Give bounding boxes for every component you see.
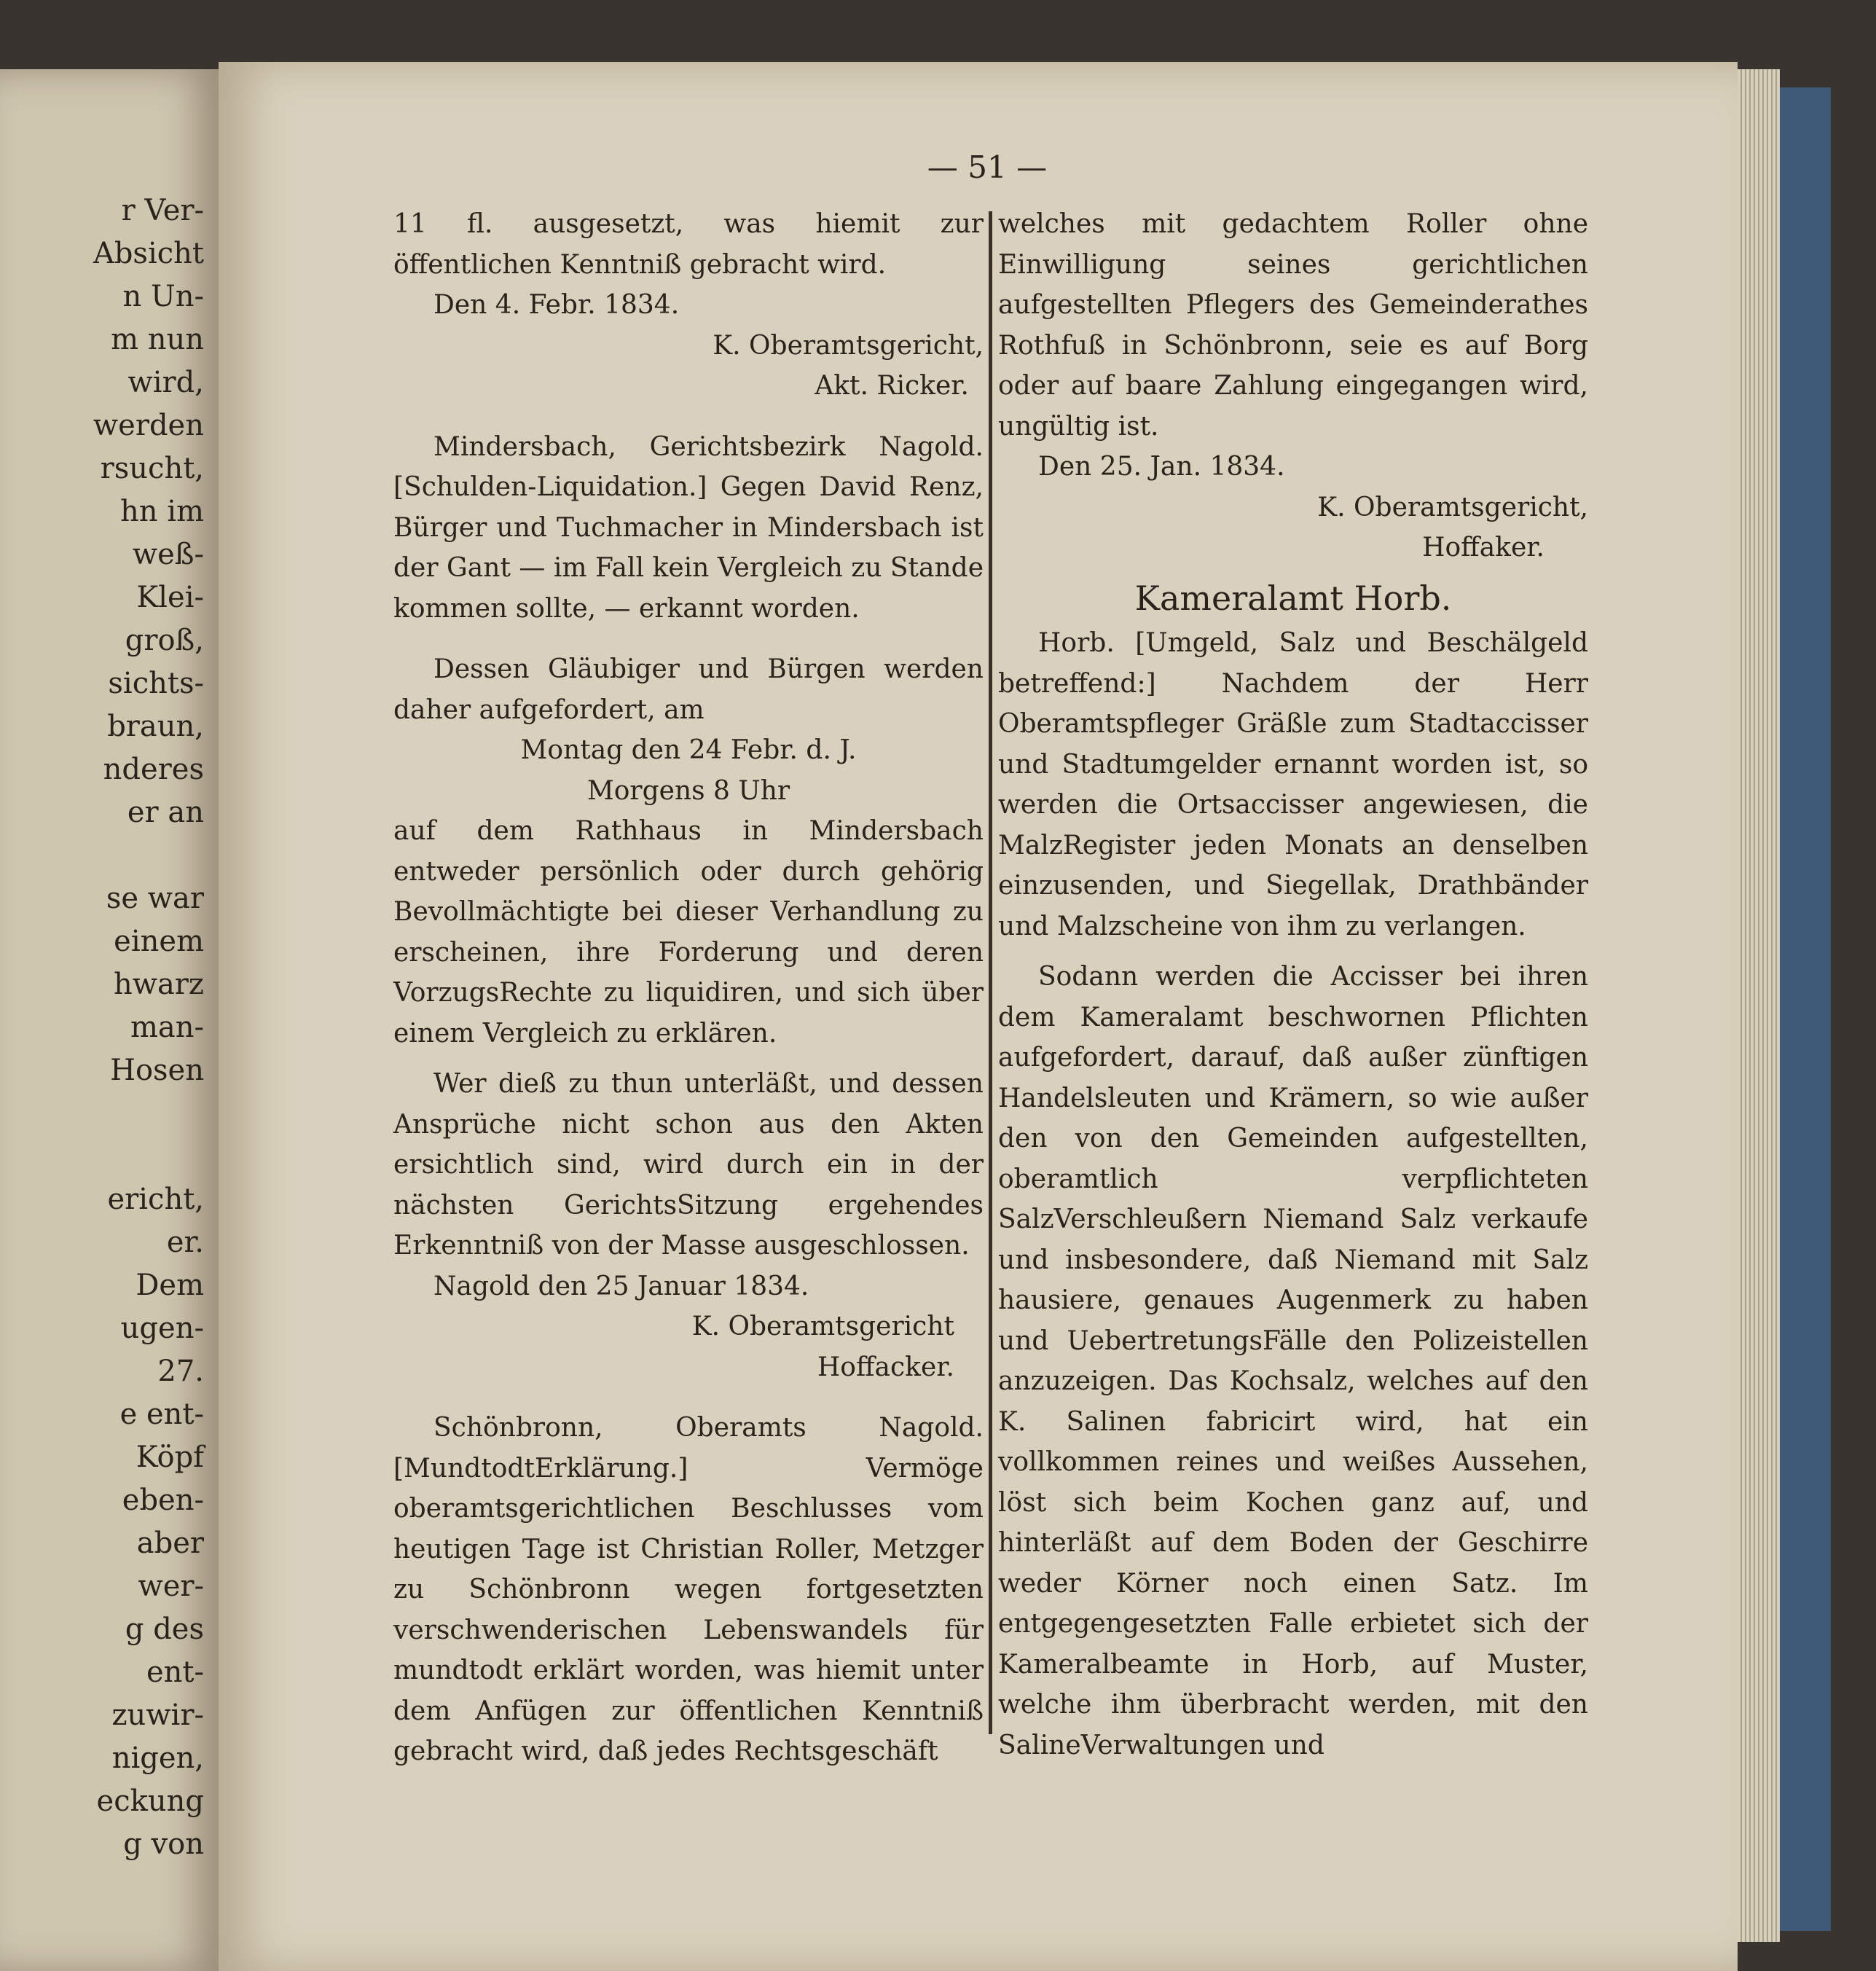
date-line: Nagold den 25 Januar 1834. xyxy=(433,1271,809,1301)
margin-fragment: weß- xyxy=(132,538,204,571)
margin-fragment xyxy=(0,1135,204,1178)
margin-fragment: werden xyxy=(93,409,204,442)
signature: Hoffaker. xyxy=(1422,533,1545,563)
paragraph: Sodann werden die Accisser bei ihren dem Kameralamt beschwornen Pflichten aufgefordert, darauf, daß außer zünftigen Handelsleuten und Krämern, so wie außer den von den Gemeinden aufgestellten, oberamtlich verpflichteten SalzVerschleußern Niemand Salz verkaufe und insbesondere, daß Niemand mit Salz hausiere, genaues Augenmerk zu haben und UebertretungsFälle den Polizeistellen anzuzeigen. Das Kochsalz, welches auf den K. Salinen fabricirt wird, hat ein vollkommen reines und weißes Aussehen, löst sich beim Kochen ganz auf, und hinterläßt auf dem Boden der Geschirre weder Körner noch einen Satz. Im entgegengesetzten Falle erbietet sich der Kameralbeamte in Horb, auf Muster, welche ihm überbracht werden, mit den SalineVerwaltungen und xyxy=(998,962,1588,1760)
margin-fragment: braun, xyxy=(107,710,204,743)
date-line: Den 25. Jan. 1834. xyxy=(1038,452,1285,482)
margin-fragment: eben- xyxy=(122,1484,204,1517)
right-column xyxy=(998,204,1588,1766)
margin-fragment: sichts- xyxy=(108,667,204,700)
margin-fragment: Hosen xyxy=(110,1054,204,1087)
margin-fragment: wer- xyxy=(138,1570,204,1603)
paragraph: Mindersbach, Gerichtsbezirk Nagold. [Schulden-Liquidation.] Gegen David Renz, Bürger und Tuchmacher in Mindersbach ist der Gant — im Fall kein Vergleich zu Stande kommen sollte, — erkannt worden. xyxy=(393,431,984,624)
margin-fragment: e ent- xyxy=(119,1398,204,1431)
margin-fragment: nigen, xyxy=(111,1741,204,1775)
margin-fragment: er an xyxy=(127,796,204,829)
paragraph: auf dem Rathhaus in Mindersbach entweder persönlich oder durch gehörig Bevollmächtigte bei dieser Verhandlung zu erscheinen, ihre Forderung und deren VorzugsRechte zu liquidiren, und sich über einem Vergleich zu erklären. xyxy=(393,816,984,1049)
margin-fragment: nderes xyxy=(103,753,204,786)
margin-fragment: r Ver- xyxy=(121,194,204,227)
paragraph: Dessen Gläubiger und Bürgen werden daher aufgefordert, am xyxy=(393,654,984,725)
paragraph: Horb. [Umgeld, Salz und Beschälgeld betreffend:] Nachdem der Herr Oberamtspfleger Gräßle zum Stadtaccisser und Stadtumgelder ernannt worden ist, so werden die Ortsaccisser angewiesen, die MalzRegister jeden Monats an denselben einzusenden, und Siegellak, Drathbänder und Malzscheine von ihm zu verlangen. xyxy=(998,628,1588,941)
margin-fragment: se war xyxy=(106,882,204,915)
paragraph: Wer dieß zu thun unterläßt, und dessen Ansprüche nicht schon aus den Akten ersichtlich sind, wird durch ein in der nächsten GerichtsSitzung ergehendes Erkenntniß von der Masse ausgeschlossen. xyxy=(393,1069,984,1261)
margin-fragment: n Un- xyxy=(122,280,204,313)
book-cover-edge xyxy=(1780,87,1831,1931)
margin-fragment: Absicht xyxy=(93,237,204,270)
margin-fragment: hn im xyxy=(120,495,204,528)
margin-fragment: hwarz xyxy=(113,968,204,1001)
signature: Hoffacker. xyxy=(817,1352,954,1382)
margin-fragment: g von xyxy=(123,1827,204,1861)
margin-fragment: ericht, xyxy=(107,1183,204,1216)
section-heading: Kameralamt Horb. xyxy=(1134,578,1452,618)
paragraph: 11 fl. ausgesetzt, was hiemit zur öffentlichen Kenntniß gebracht wird. xyxy=(393,209,984,280)
margin-fragment: einem xyxy=(114,925,204,958)
margin-fragment: m nun xyxy=(111,323,204,356)
margin-fragment: man- xyxy=(130,1011,204,1044)
margin-fragment: ent- xyxy=(146,1655,204,1689)
margin-fragment: aber xyxy=(136,1527,204,1560)
margin-fragment: groß, xyxy=(125,624,204,657)
column-divider xyxy=(989,211,992,1734)
signature: Akt. Ricker. xyxy=(815,371,969,401)
margin-fragment: eckung xyxy=(96,1784,204,1818)
margin-fragment: zuwir- xyxy=(111,1698,204,1732)
court-line: K. Oberamtsgericht, xyxy=(713,330,984,361)
margin-fragment: Klei- xyxy=(136,581,204,614)
page-edges xyxy=(1738,69,1780,1942)
margin-fragment: wird, xyxy=(127,366,204,399)
margin-fragment xyxy=(0,834,204,877)
left-margin-fragments xyxy=(0,189,204,1866)
margin-fragment: rsucht, xyxy=(100,452,204,485)
page-number: — 51 — xyxy=(927,149,1048,185)
paragraph: Schönbronn, Oberamts Nagold. [MundtodtErklärung.] Vermöge oberamtsgerichtlichen Beschlusses vom heutigen Tage ist Christian Roller, Metzger zu Schönbronn wegen fortgesetzten verschwenderischen Lebenswandels für mundtodt erklärt worden, was hiemit unter dem Anfügen zur öffentlichen Kenntniß gebracht wird, daß jedes Rechtsgeschäft xyxy=(393,1413,984,1766)
margin-fragment: Köpf xyxy=(136,1441,204,1474)
court-line: K. Oberamtsgericht, xyxy=(1317,492,1588,522)
margin-fragment: er. xyxy=(166,1226,204,1259)
margin-fragment: g des xyxy=(125,1613,204,1646)
paragraph: welches mit gedachtem Roller ohne Einwilligung seines gerichtlichen aufgestellten Pflegers des Gemeinderathes Rothfuß in Schönbronn, seie es auf Borg oder auf baare Zahlung eingegangen wird, ungültig ist. xyxy=(998,209,1588,442)
court-line: K. Oberamtsgericht xyxy=(691,1312,954,1341)
margin-fragment: Dem xyxy=(136,1269,204,1302)
date-line: Den 4. Febr. 1834. xyxy=(433,290,680,320)
margin-fragment xyxy=(0,1092,204,1135)
date-line: Montag den 24 Febr. d. J. xyxy=(520,735,857,765)
margin-fragment: ugen- xyxy=(120,1312,204,1345)
time-line: Morgens 8 Uhr xyxy=(586,775,790,806)
left-column xyxy=(393,204,984,1772)
margin-fragment: 27. xyxy=(157,1355,204,1388)
left-page xyxy=(0,69,219,1971)
